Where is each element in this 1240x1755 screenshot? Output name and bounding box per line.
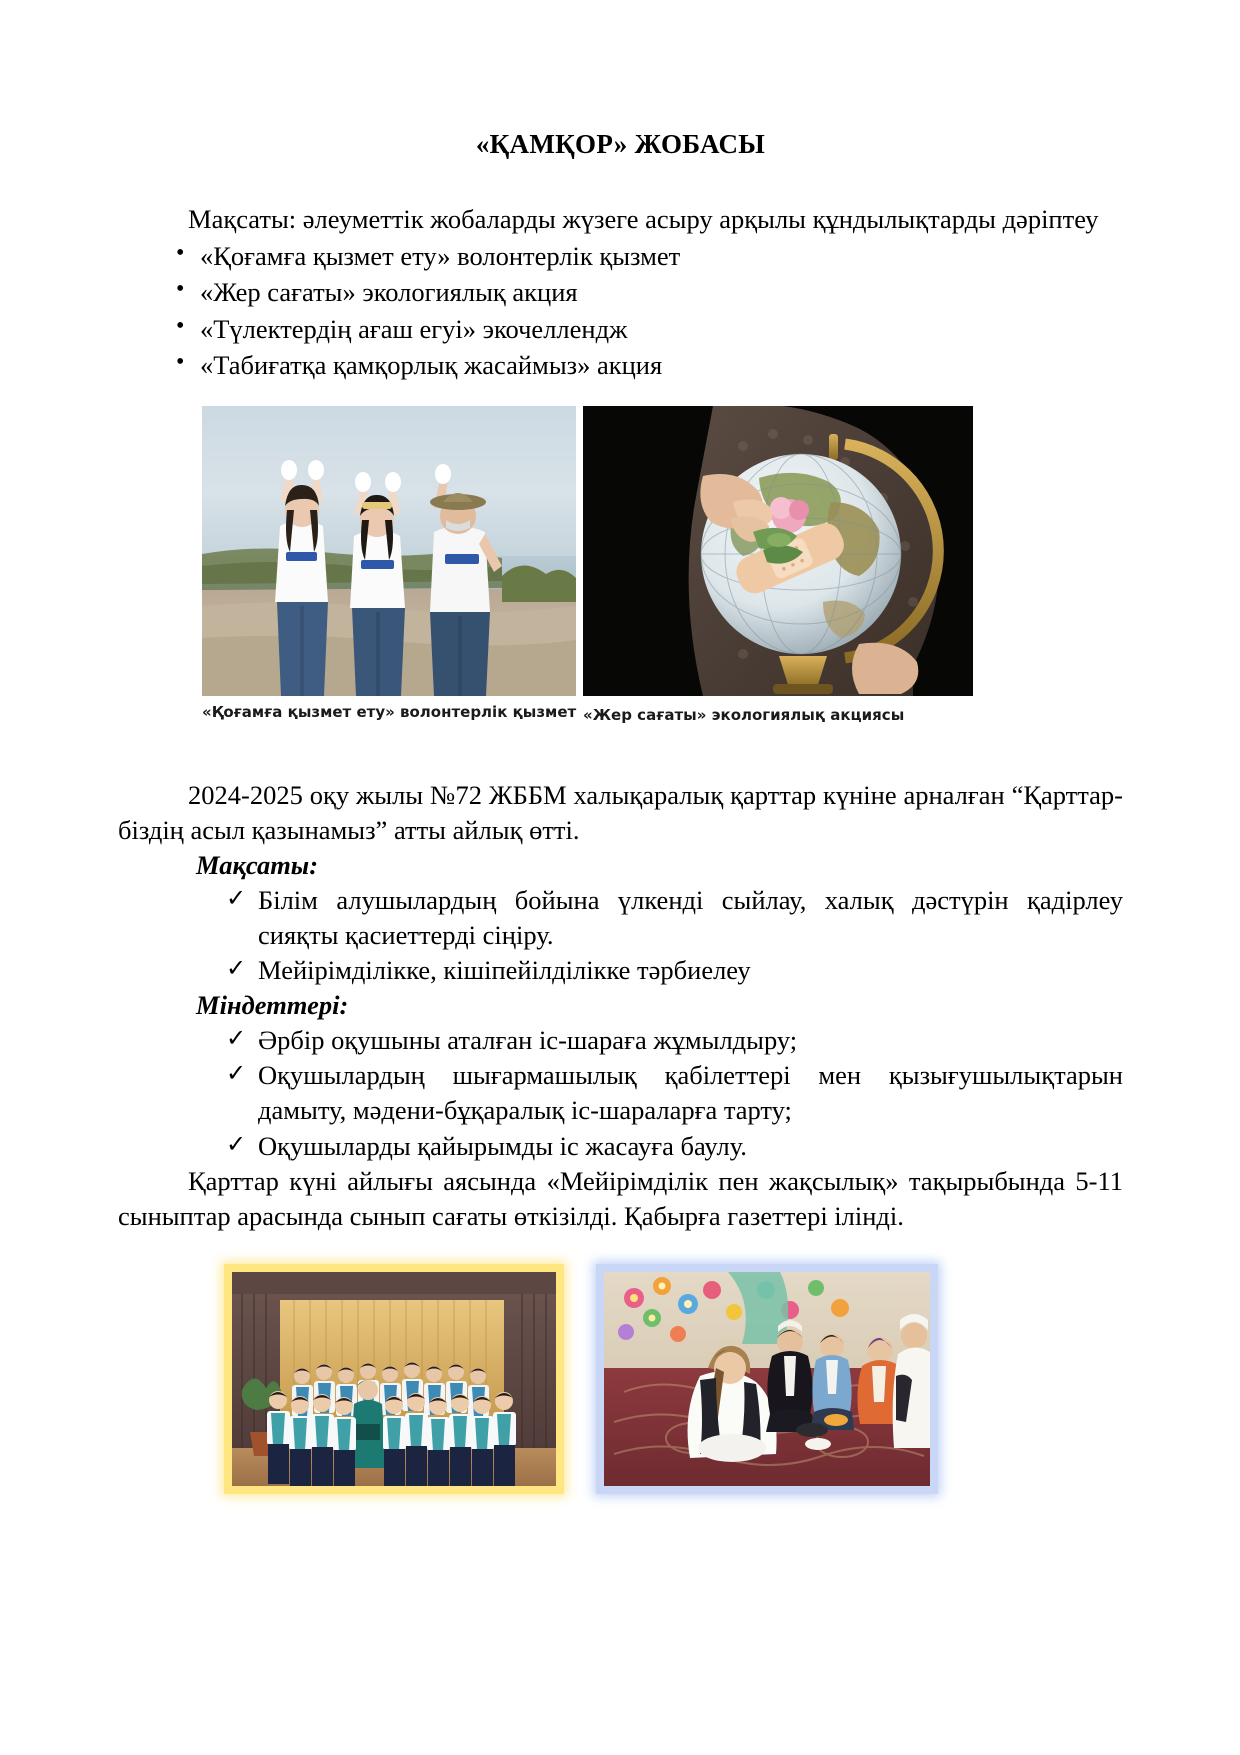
intro-paragraph: Мақсаты: әлеуметтік жобаларды жүзеге асыру арқылы құндылықтарды дәріптеу <box>188 204 1099 235</box>
tasks-list <box>118 1023 1123 1164</box>
list-item: ✓ Әрбір оқушыны аталған іс-шараға жұмылдыру; <box>118 1023 1123 1058</box>
national-costume-photo <box>596 1264 938 1494</box>
list-item: • «Қоғамға қызмет ету» волонтерлік қызмет <box>118 238 1123 275</box>
figure-caption-volunteers: «Қоғамға қызмет ету» волонтерлік қызмет <box>202 702 577 721</box>
list-item: ✓ Оқушылардың шығармашылық қабілеттері мен қызығушылықтарын дамыту, мәдени-бұқаралық іс-шараларға тарту; <box>118 1058 1123 1128</box>
list-item: ✓ Мейірімділікке, кішіпейілділікке тәрбиелеу <box>118 953 1123 988</box>
globe-photo <box>583 406 973 696</box>
figure-caption-earth-hour: «Жер сағаты» экологиялық акциясы <box>583 705 905 724</box>
figure-row-bottom <box>118 1264 1123 1524</box>
project-list <box>118 238 1123 384</box>
school-group-photo <box>224 1264 564 1494</box>
second-paragraph: 2024-2025 оқу жылы №72 ЖББМ халықаралық қарттар күніне арналған “Қарттар- біздің асыл қазынамыз” атты айлық өтті. <box>118 779 1123 846</box>
list-item: ✓ Білім алушылардың бойына үлкенді сыйлау, халық дәстүрін қадірлеу сияқты қасиеттерді сіңіру. <box>118 883 1123 953</box>
page-title: «ҚАМҚОР» ЖОБАСЫ <box>475 129 766 159</box>
closing-paragraph: Қарттар күні айлығы аясында «Мейірімділік пен жақсылық» тақырыбында 5-11 сыныптар арасында сынып сағаты өткізілді. Қабырға газеттері ілінді. <box>118 1165 1123 1232</box>
volunteers-photo <box>202 406 576 696</box>
list-item: • «Табиғатқа қамқорлық жасаймыз» акция <box>118 347 1123 384</box>
list-item: • «Жер сағаты» экологиялық акция <box>118 274 1123 311</box>
goals-list <box>118 883 1123 989</box>
goals-heading: Мақсаты: <box>196 850 319 881</box>
figure-row-top <box>118 406 1123 736</box>
document-content <box>118 0 1123 1524</box>
list-item: • «Түлектердің ағаш егуі» экочеллендж <box>118 311 1123 348</box>
list-item: ✓ Оқушыларды қайырымды іс жасауға баулу. <box>118 1129 1123 1164</box>
tasks-heading: Міндеттері: <box>196 990 349 1021</box>
